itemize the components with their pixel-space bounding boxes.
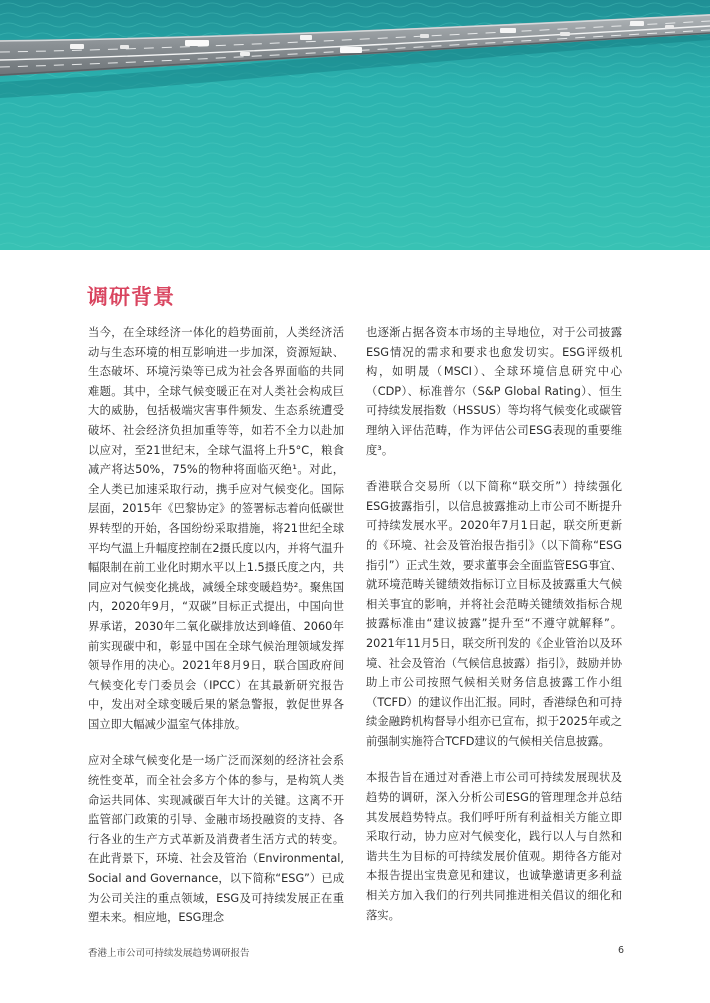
left-column bbox=[88, 323, 344, 945]
body-paragraph: 本报告旨在通过对香港上市公司可持续发展现状及趋势的调研，深入分析公司ESG的管理理念并总结其发展趋势特点。我们呼吁所有利益相关方能立即采取行动，协力应对气候变化，践行以人与自然和谐共生为目标的可持续发展价值观。期待各方能对本报告提出宝贵意见和建议，也诚挚邀请更多利益相关方加入我们的行列共同推进相关倡议的细化和落实。 bbox=[366, 771, 622, 922]
right-column bbox=[366, 323, 622, 942]
section-title: 调研背景 bbox=[87, 285, 175, 309]
hero-image bbox=[0, 0, 710, 250]
footer-report-title: 香港上市公司可持续发展趋势调研报告 bbox=[88, 948, 250, 959]
body-paragraph: 应对全球气候变化是一场广泛而深刻的经济社会系统性变革，而全社会多方个体的参与，是构筑人类命运共同体、实现减碳百年大计的关键。这离不开监管部门政策的引导、金融市场投融资的支持、各行各业的生产方式革新及消费者生活方式的转变。在此背景下，环境、社会及管治（Environmental, Social and Governance，以下简称“ESG”）已成为公司关注的重点领域，ESG及可持续发展正在重塑未来。相应地，ESG理念 bbox=[88, 754, 344, 925]
page-number: 6 bbox=[618, 945, 625, 956]
body-paragraph: 也逐渐占据各资本市场的主导地位，对于公司披露ESG情况的需求和要求也愈发切实。ESG评级机构，如明晟（MSCI）、全球环境信息研究中心（CDP）、标准普尔（S&P Global Rating）、恒生可持续发展指数（HSSUS）等均将气候变化或碳管理纳入评估范畴，作为评估公司ESG表现的重要维度³。 bbox=[366, 326, 622, 457]
body-paragraph: 香港联合交易所（以下简称“联交所”）持续强化ESG披露指引，以信息披露推动上市公司不断提升可持续发展水平。2020年7月1日起，联交所更新的《环境、社会及管治报告指引》（以下简称“ESG指引”）正式生效，要求董事会全面监管ESG事宜、就环境范畴关键绩效指标订立目标及披露重大气候相关事宜的影响，并将社会范畴关键绩效指标合规披露标准由“建议披露”提升至“不遵守就解释”。2021年11月5日，联交所刊发的《企业管治以及环境、社会及管治（气候信息披露）指引》，鼓励并协助上市公司按照气候相关财务信息披露工作小组（TCFD）的建议作出汇报。同时，香港绿色和可持续金融跨机构督导小组亦已宣布，拟于2025年或之前强制实施符合TCFD建议的气候相关信息披露。 bbox=[366, 480, 622, 748]
aerial-bridge-over-sea-image bbox=[0, 0, 710, 250]
body-paragraph: 当今，在全球经济一体化的趋势面前，人类经济活动与生态环境的相互影响进一步加深，资源短缺、生态破坏、环境污染等已成为社会各界面临的共同难题。其中，全球气候变暖正在对人类社会构成巨大的威胁，包括极端灾害事件频发、生态系统遭受破坏、社会经济负担加重等等，如若不全力以赴加以应对，至21世纪末，全球气温将上升5°C，粮食减产将达50%，75%的物种将面临灭绝¹。对此，全人类已加速采取行动，携手应对气候变化。国际层面，2015年《巴黎协定》的签署标志着向低碳世界转型的开始，各国纷纷采取措施，将21世纪全球平均气温上升幅度控制在2摄氏度以内，并将气温升幅限制在前工业化时期水平以上1.5摄氏度之内，共同应对气候变化挑战，减缓全球变暖趋势²。聚焦国内，2020年9月，“双碳”目标正式提出，中国向世界承诺，2030年二氧化碳排放达到峰值、2060年前实现碳中和，彰显中国在全球气候治理领域发挥领导作用的决心。2021年8月9日，联合国政府间气候变化专门委员会（IPCC）在其最新研究报告中，发出对全球变暖后果的紧急警报，敦促世界各国立即大幅减少温室气体排放。 bbox=[88, 326, 344, 731]
